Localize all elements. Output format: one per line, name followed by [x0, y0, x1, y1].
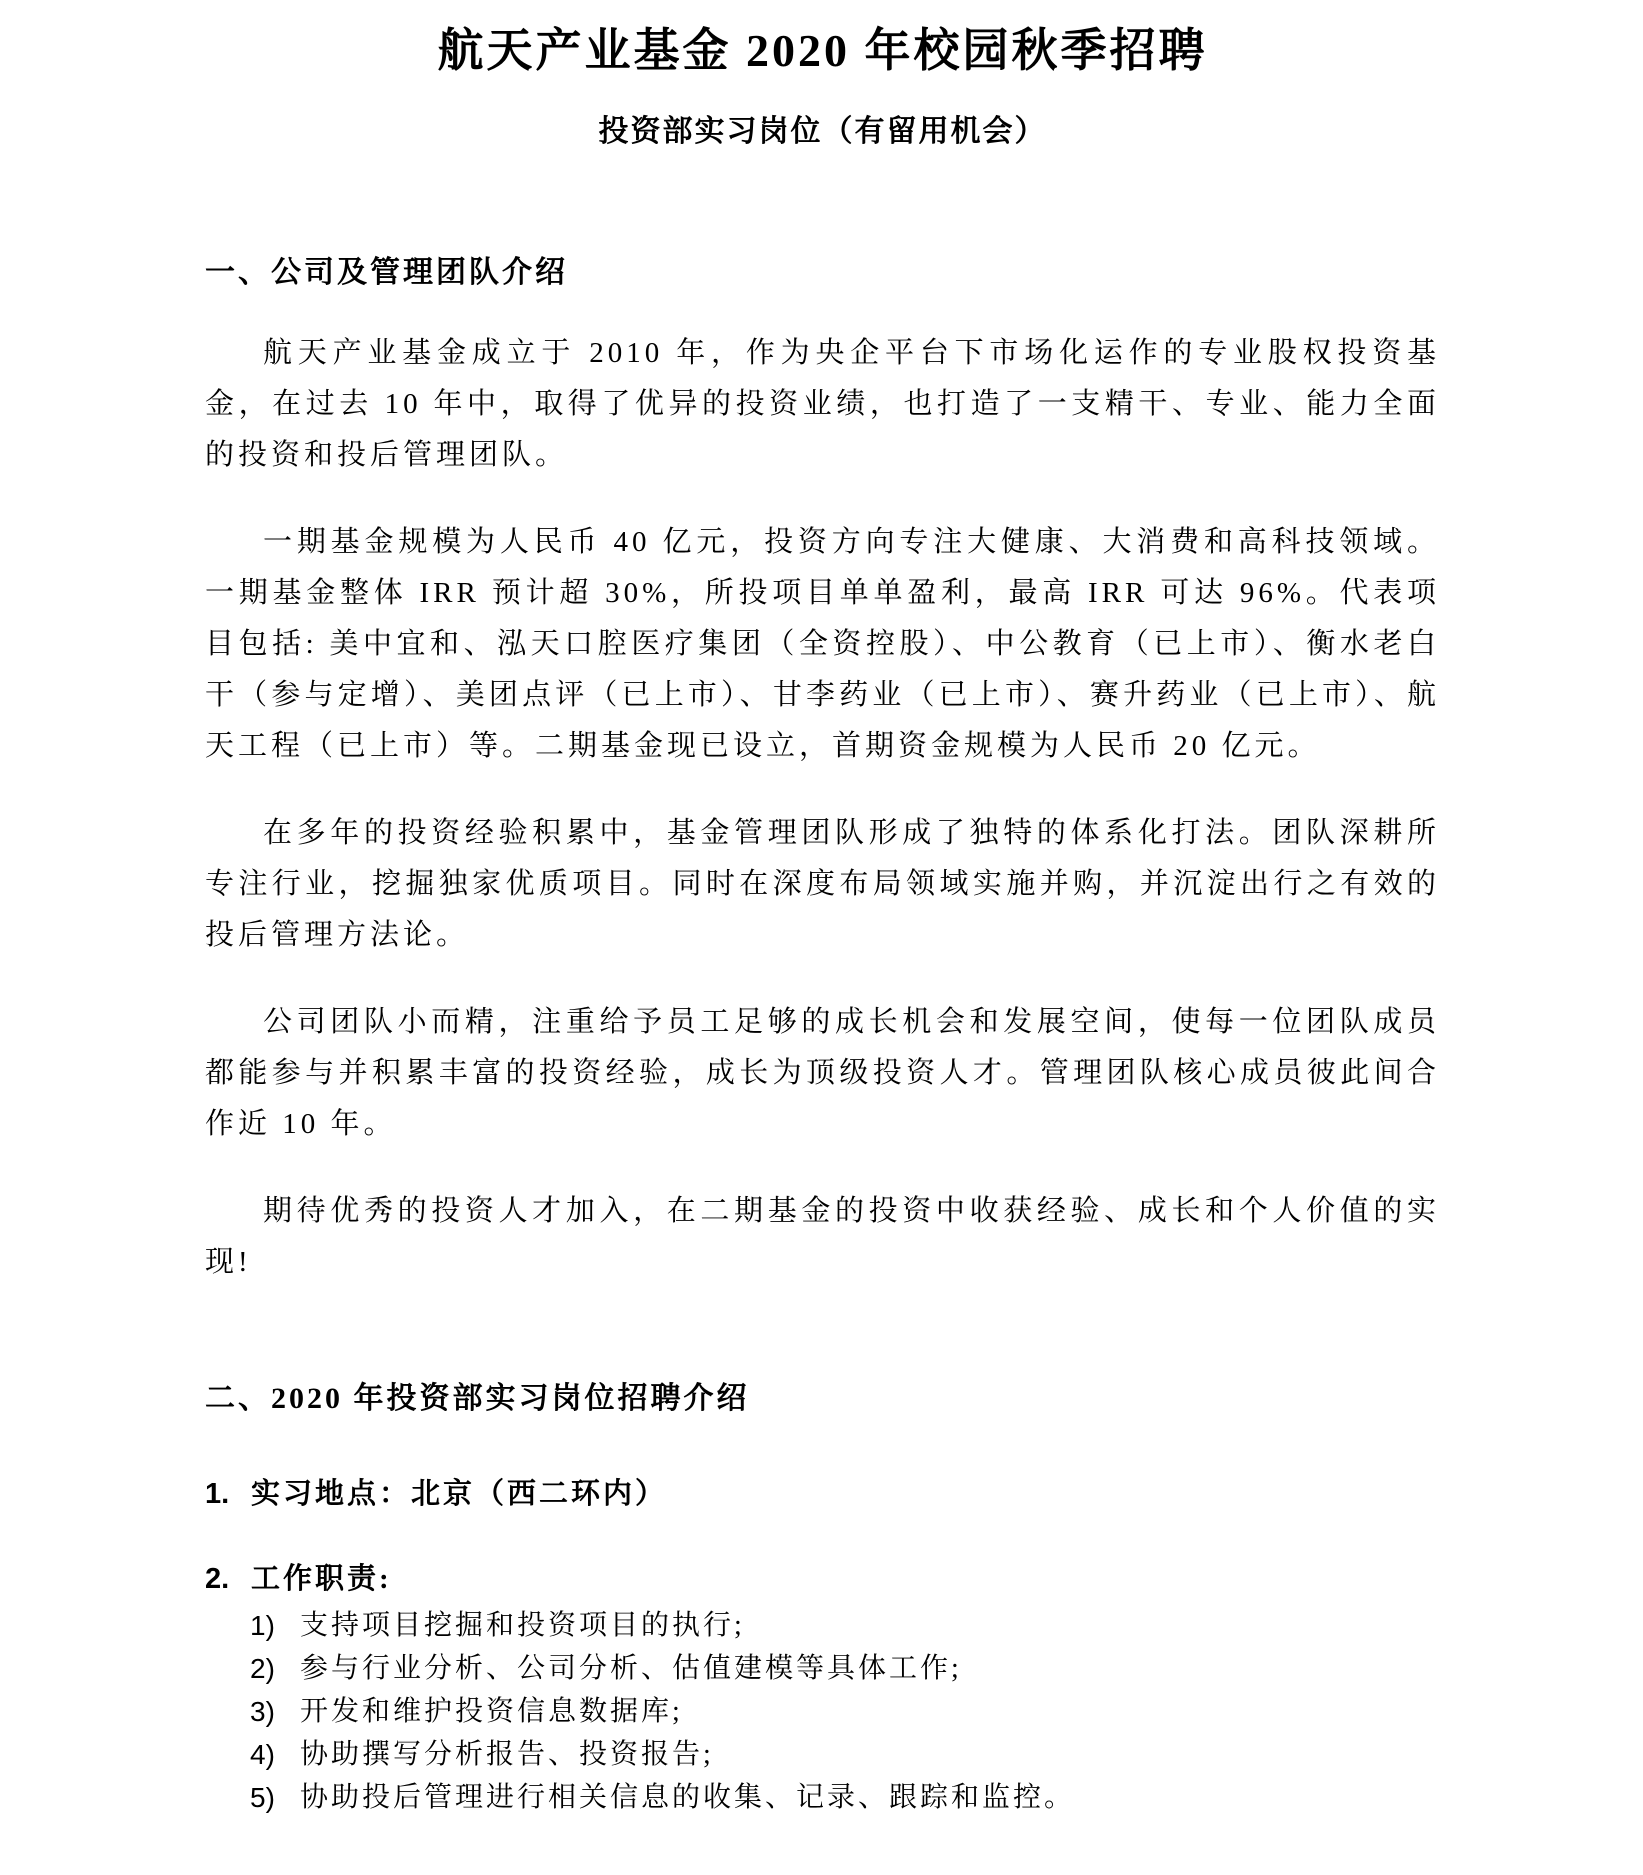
duty-item [205, 1733, 1440, 1776]
duty-text: 支持项目挖掘和投资项目的执行; [300, 1610, 745, 1641]
duty-text: 开发和维护投资信息数据库; [300, 1696, 683, 1727]
list-item-location [205, 1474, 1440, 1514]
duty-item [205, 1690, 1440, 1733]
duty-number: 5) [250, 1782, 275, 1813]
duty-number: 3) [250, 1696, 275, 1727]
duty-list [205, 1604, 1440, 1819]
duty-text: 参与行业分析、公司分析、估值建模等具体工作; [300, 1653, 962, 1684]
section2-heading: 二、2020 年投资部实习岗位招聘介绍 [205, 1382, 750, 1415]
duty-number: 4) [250, 1739, 275, 1770]
section1-paragraph-3: 在多年的投资经验积累中，基金管理团队形成了独特的体系化打法。团队深耕所专注行业，挖掘独家优质项目。同时在深度布局领域实施并购，并沉淀出行之有效的投后管理方法论。 [205, 817, 1440, 951]
duties-label: 工作职责: [251, 1563, 392, 1595]
section1-paragraph-1: 航天产业基金成立于 2010 年，作为央企平台下市场化运作的专业股权投资基金，在过去 10 年中，取得了优异的投资业绩，也打造了一支精干、专业、能力全面的投资和投后管理团队。 [205, 337, 1440, 471]
duty-item [205, 1604, 1440, 1647]
list-item-duties [205, 1559, 1440, 1599]
item-number: 2. [205, 1563, 230, 1595]
duty-text: 协助投后管理进行相关信息的收集、记录、跟踪和监控。 [300, 1782, 1076, 1813]
item-number: 1. [205, 1478, 230, 1510]
page-subtitle: 投资部实习岗位（有留用机会） [598, 115, 1047, 148]
location-label: 实习地点：北京（西二环内） [251, 1478, 668, 1510]
duty-number: 1) [250, 1610, 275, 1641]
page-title: 航天产业基金 2020 年校园秋季招聘 [437, 25, 1208, 76]
section1-paragraph-4: 公司团队小而精，注重给予员工足够的成长机会和发展空间，使每一位团队成员都能参与并积累丰富的投资经验，成长为顶级投资人才。管理团队核心成员彼此间合作近 10 年。 [205, 1006, 1440, 1140]
duty-number: 2) [250, 1653, 275, 1684]
section1-paragraph-2: 一期基金规模为人民币 40 亿元，投资方向专注大健康、大消费和高科技领域。一期基金整体 IRR 预计超 30%，所投项目单单盈利，最高 IRR 可达 96%。代表项目包括: 美中宜和、泓天口腔医疗集团（全资控股）、中公教育（已上市）、衡水老白干（参与定增）、美团点评（已上市）、甘李药业（已上市）、赛升药业（已上市）、航天工程（已上市）等。二期基金现已设立，首期资金规模为人民币 20 亿元。 [205, 526, 1440, 762]
duty-item [205, 1647, 1440, 1690]
duty-text: 协助撰写分析报告、投资报告; [300, 1739, 714, 1770]
duty-item [205, 1776, 1440, 1819]
section1-heading: 一、公司及管理团队介绍 [205, 256, 568, 289]
section1-paragraph-5: 期待优秀的投资人才加入，在二期基金的投资中收获经验、成长和个人价值的实现! [205, 1195, 1440, 1278]
